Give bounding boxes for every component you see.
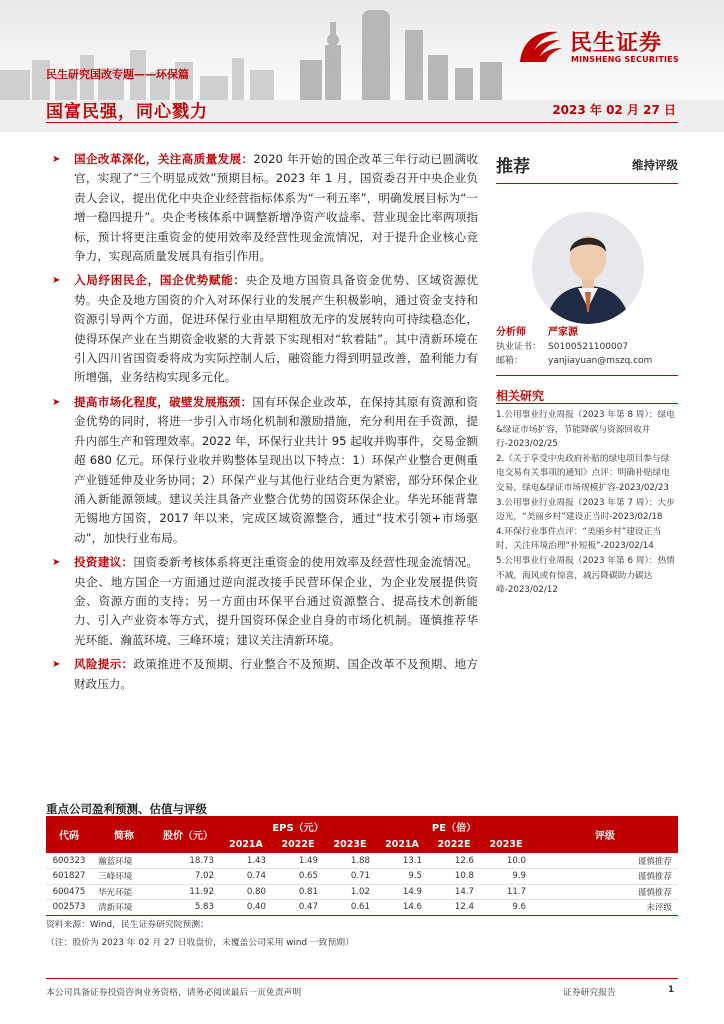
- cell-rating: 谨慎推荐: [532, 884, 678, 900]
- cell-eps: 1.02: [324, 884, 376, 900]
- related-research-item[interactable]: 4.环保行业事件点评：“美丽乡村”建设正当时，关注环境治理“补短板”-2023/02/14: [496, 526, 661, 552]
- col-pe: PE（倍）: [376, 816, 532, 836]
- analyst-email-link[interactable]: yanjiayuan@mszq.com: [548, 356, 653, 366]
- summary-bullet: [46, 655, 478, 694]
- analyst-name-row: [496, 326, 678, 340]
- analyst-portrait-image: [532, 212, 644, 324]
- cell-code: 600323: [46, 853, 92, 869]
- related-divider: [496, 403, 678, 404]
- bullet-arrow-icon: ➤: [52, 557, 61, 569]
- analyst-name: 严家源: [548, 327, 578, 338]
- col-year: 2021A: [376, 836, 428, 853]
- bullet-arrow-icon: ➤: [52, 275, 61, 287]
- cell-pe: 9.5: [376, 869, 428, 885]
- cell-pe: 12.4: [428, 900, 480, 916]
- cell-pe: 12.6: [428, 853, 480, 869]
- bullet-heading: 国企改革深化，关注高质量发展：: [74, 152, 254, 166]
- cert-number: S0100521100007: [548, 342, 629, 352]
- table-note: （注：股价为 2023 年 02 月 27 日收盘价，未覆盖公司采用 wind 一致预期）: [46, 938, 354, 948]
- cell-eps: 0.81: [272, 884, 324, 900]
- bullet-heading: 入局纾困民企，国企优势赋能：: [74, 273, 246, 288]
- analyst-divider: [496, 375, 678, 376]
- related-research-item[interactable]: 5.公用事业行业周报（2023 年第 6 周）：热情不减，海风或有惊喜，减污降碳助力碳达峰-2023/02/12: [496, 555, 675, 596]
- col-year: 2023E: [480, 836, 532, 853]
- table-source: 资料来源：Wind，民生证券研究院预测；: [46, 920, 209, 930]
- bullet-heading: 风险提示：: [74, 657, 134, 672]
- cell-name: 华光环能: [92, 884, 156, 900]
- table-row: [46, 869, 678, 885]
- col-eps: EPS（元）: [220, 816, 376, 836]
- cell-price: 7.02: [156, 869, 220, 885]
- bullet-heading: 提高市场化程度，破壁发展瓶颈：: [74, 394, 253, 409]
- cell-code: 002573: [46, 900, 92, 916]
- cell-eps: 0.61: [324, 900, 376, 916]
- summary-section: [46, 150, 478, 699]
- logo-text-en: MINSHENG SECURITIES: [571, 55, 679, 64]
- cell-name: 瀚蓝环境: [92, 853, 156, 869]
- cell-code: 600475: [46, 884, 92, 900]
- summary-bullet: [46, 150, 478, 266]
- cell-pe: 14.6: [376, 900, 428, 916]
- bullet-body: 国资委新考核体系将更注重资金的使用效率及经营性现金流情况。央企、地方国企一方面通过逆向混改接手民营环保企业，为企业发展提供资金、资源方面的支持；另一方面由环保平台通过资源整合、提高技术创新能力、引入产业资本等方式，提升国资环保企业自身的市场化机制。谨慎推荐华光环能、瀚蓝环境、三峰环境；建议关注清新环境。: [74, 555, 478, 647]
- bullet-body: 政策推进不及预期、行业整合不及预期、国企改革不及预期、地方财政压力。: [74, 657, 478, 691]
- cell-price: 5.83: [156, 900, 220, 916]
- cell-pe: 10.8: [428, 869, 480, 885]
- cell-price: 18.73: [156, 853, 220, 869]
- related-research-list: [496, 408, 678, 598]
- summary-bullet: [46, 553, 478, 650]
- bullet-body: 2020 年开始的国企改革三年行动已圆满收官，实现了“三个明显成效”预期目标。2023 年 1 月，国资委召开中央企业负责人会议，提出优化中央企业经营指标体系为“一利五率”，明确发展目标为“一增一稳四提升”。央企考核体系中调整新增净资产收益率、营业现金比率两项指标，预计将更注重资金的使用效率及经营性现金流情况，对于提升企业核心竞争力，实现高质量发展具有指引作用。: [74, 152, 478, 264]
- cell-pe: 9.6: [480, 900, 532, 916]
- analyst-photo: [532, 212, 644, 324]
- cell-rating: 谨慎推荐: [532, 869, 678, 885]
- header-banner: [0, 0, 724, 132]
- related-research-title: 相关研究: [496, 389, 545, 403]
- col-rating: 评级: [532, 816, 678, 853]
- cell-eps: 0.47: [272, 900, 324, 916]
- cell-eps: 1.49: [272, 853, 324, 869]
- cell-pe: 14.9: [376, 884, 428, 900]
- cell-name: 三峰环境: [92, 869, 156, 885]
- cell-eps: 0.65: [272, 869, 324, 885]
- series-title: 民生研究国改专题——环保篇: [46, 68, 189, 81]
- report-date: 2023 年 02 月 27 日: [552, 103, 676, 117]
- cell-pe: 14.7: [428, 884, 480, 900]
- logo-text-cn: 民生证券: [570, 31, 663, 56]
- analyst-info: [496, 326, 678, 368]
- table-row: [46, 900, 678, 916]
- footer-report-type: 证券研究报告: [563, 988, 616, 998]
- col-year: 2023E: [324, 836, 376, 853]
- cell-rating: 未评级: [532, 900, 678, 916]
- email-label: 邮箱：: [496, 356, 524, 366]
- bullet-arrow-icon: ➤: [52, 396, 61, 408]
- related-research-item[interactable]: 1.公用事业行业周报（2023 年第 8 周）：绿电&绿证市场扩容，节能降碳与资源回收并行-2023/02/25: [496, 410, 675, 450]
- cell-eps: 1.43: [220, 853, 272, 869]
- cell-code: 601827: [46, 869, 92, 885]
- minsheng-logo-icon: [514, 24, 564, 68]
- cell-eps: 0.80: [220, 884, 272, 900]
- col-year: 2021A: [220, 836, 272, 853]
- cell-pe: 13.1: [376, 853, 428, 869]
- minsheng-logo: [514, 22, 684, 70]
- cell-price: 11.92: [156, 884, 220, 900]
- col-year: 2022E: [428, 836, 480, 853]
- related-research-item[interactable]: 3.公用事业行业周报（2023 年第 7 周）：大步迈光，“美丽乡村”建设正当时-2023/02/18: [496, 497, 675, 523]
- table-row: [46, 884, 678, 900]
- cell-name: 清新环境: [92, 900, 156, 916]
- analyst-cert-row: [496, 340, 678, 354]
- bullet-arrow-icon: ➤: [52, 154, 61, 165]
- cell-pe: 10.0: [480, 853, 532, 869]
- analyst-email-row: [496, 354, 678, 368]
- summary-bullet: [46, 271, 478, 387]
- cert-label: 执业证书：: [496, 342, 542, 352]
- report-title: 国富民强，同心戮力: [46, 102, 208, 122]
- col-code: 代码: [46, 816, 92, 853]
- related-research-item[interactable]: 2.《关于享受中央政府补贴的绿电项目参与绿电交易有关事项的通知》点评：明确补贴绿电交易，绿电&绿证市场规模扩容-2023/02/23: [496, 453, 670, 493]
- sidebar: [496, 150, 678, 596]
- bullet-body: 国有环保企业改革，在保持其原有资源和资金优势的同时，将进一步引入市场化机制和激励措施，充分利用在手资源，提升内部生产和管理效率。2022 年，环保行业共计 95 起收并购事件，交易金额超 680 亿元。环保行业收并购整体呈现出以下特点：1）环保产业整合更侧重产业链延伸及业务协同；2）环保产业与其他行业结合更为紧密，部分环保企业涌入新能源领域。建议关注具备产业整合优势的国资环保企业。华光环能背靠无锡地方国资，2017 年以来，完成区域资源整合，通过“技术引领+市场驱动”，加快行业布局。: [74, 394, 478, 545]
- bullet-body: 央企及地方国资具备资金优势、区域资源优势。央企及地方国资的介入对环保行业的发展产生积极影响，通过资金支持和资源引导两个方面，促进环保行业由早期粗放无序的发展转向可持续稳态化，使得环保产业在当期资金收紧的大背景下实现相对“软着陆”。其中清新环境在引入四川省国资委将成为实际控制人后，融资能力得到明显改善，盈利能力有所增强，业务结构实现多元化。: [74, 273, 478, 385]
- rating-row: [496, 150, 678, 184]
- col-name: 简称: [92, 816, 156, 853]
- table-row: [46, 853, 678, 869]
- rating-label: 推荐: [496, 157, 530, 177]
- cell-pe: 9.9: [480, 869, 532, 885]
- header-divider: [46, 122, 678, 123]
- cell-rating: 谨慎推荐: [532, 853, 678, 869]
- rating-sub: 维持评级: [632, 158, 678, 172]
- cell-eps: 0.71: [324, 869, 376, 885]
- forecast-table: [46, 816, 678, 916]
- cell-pe: 11.7: [480, 884, 532, 900]
- summary-bullet: [46, 393, 478, 548]
- page-number: 1: [668, 985, 675, 995]
- bullet-heading: 投资建议：: [74, 555, 134, 570]
- col-year: 2022E: [272, 836, 324, 853]
- bullet-arrow-icon: ➤: [52, 659, 61, 671]
- cell-eps: 0.74: [220, 869, 272, 885]
- footer-disclaimer: 本公司具备证券投资咨询业务资格，请务必阅读最后一页免责声明: [46, 988, 302, 998]
- table-title: 重点公司盈利预测、估值与评级: [46, 802, 207, 816]
- analyst-role: 分析师: [496, 327, 526, 338]
- cell-eps: 0.40: [220, 900, 272, 916]
- cell-eps: 1.88: [324, 853, 376, 869]
- footer-divider: [46, 978, 678, 979]
- col-price: 股价（元）: [156, 816, 220, 853]
